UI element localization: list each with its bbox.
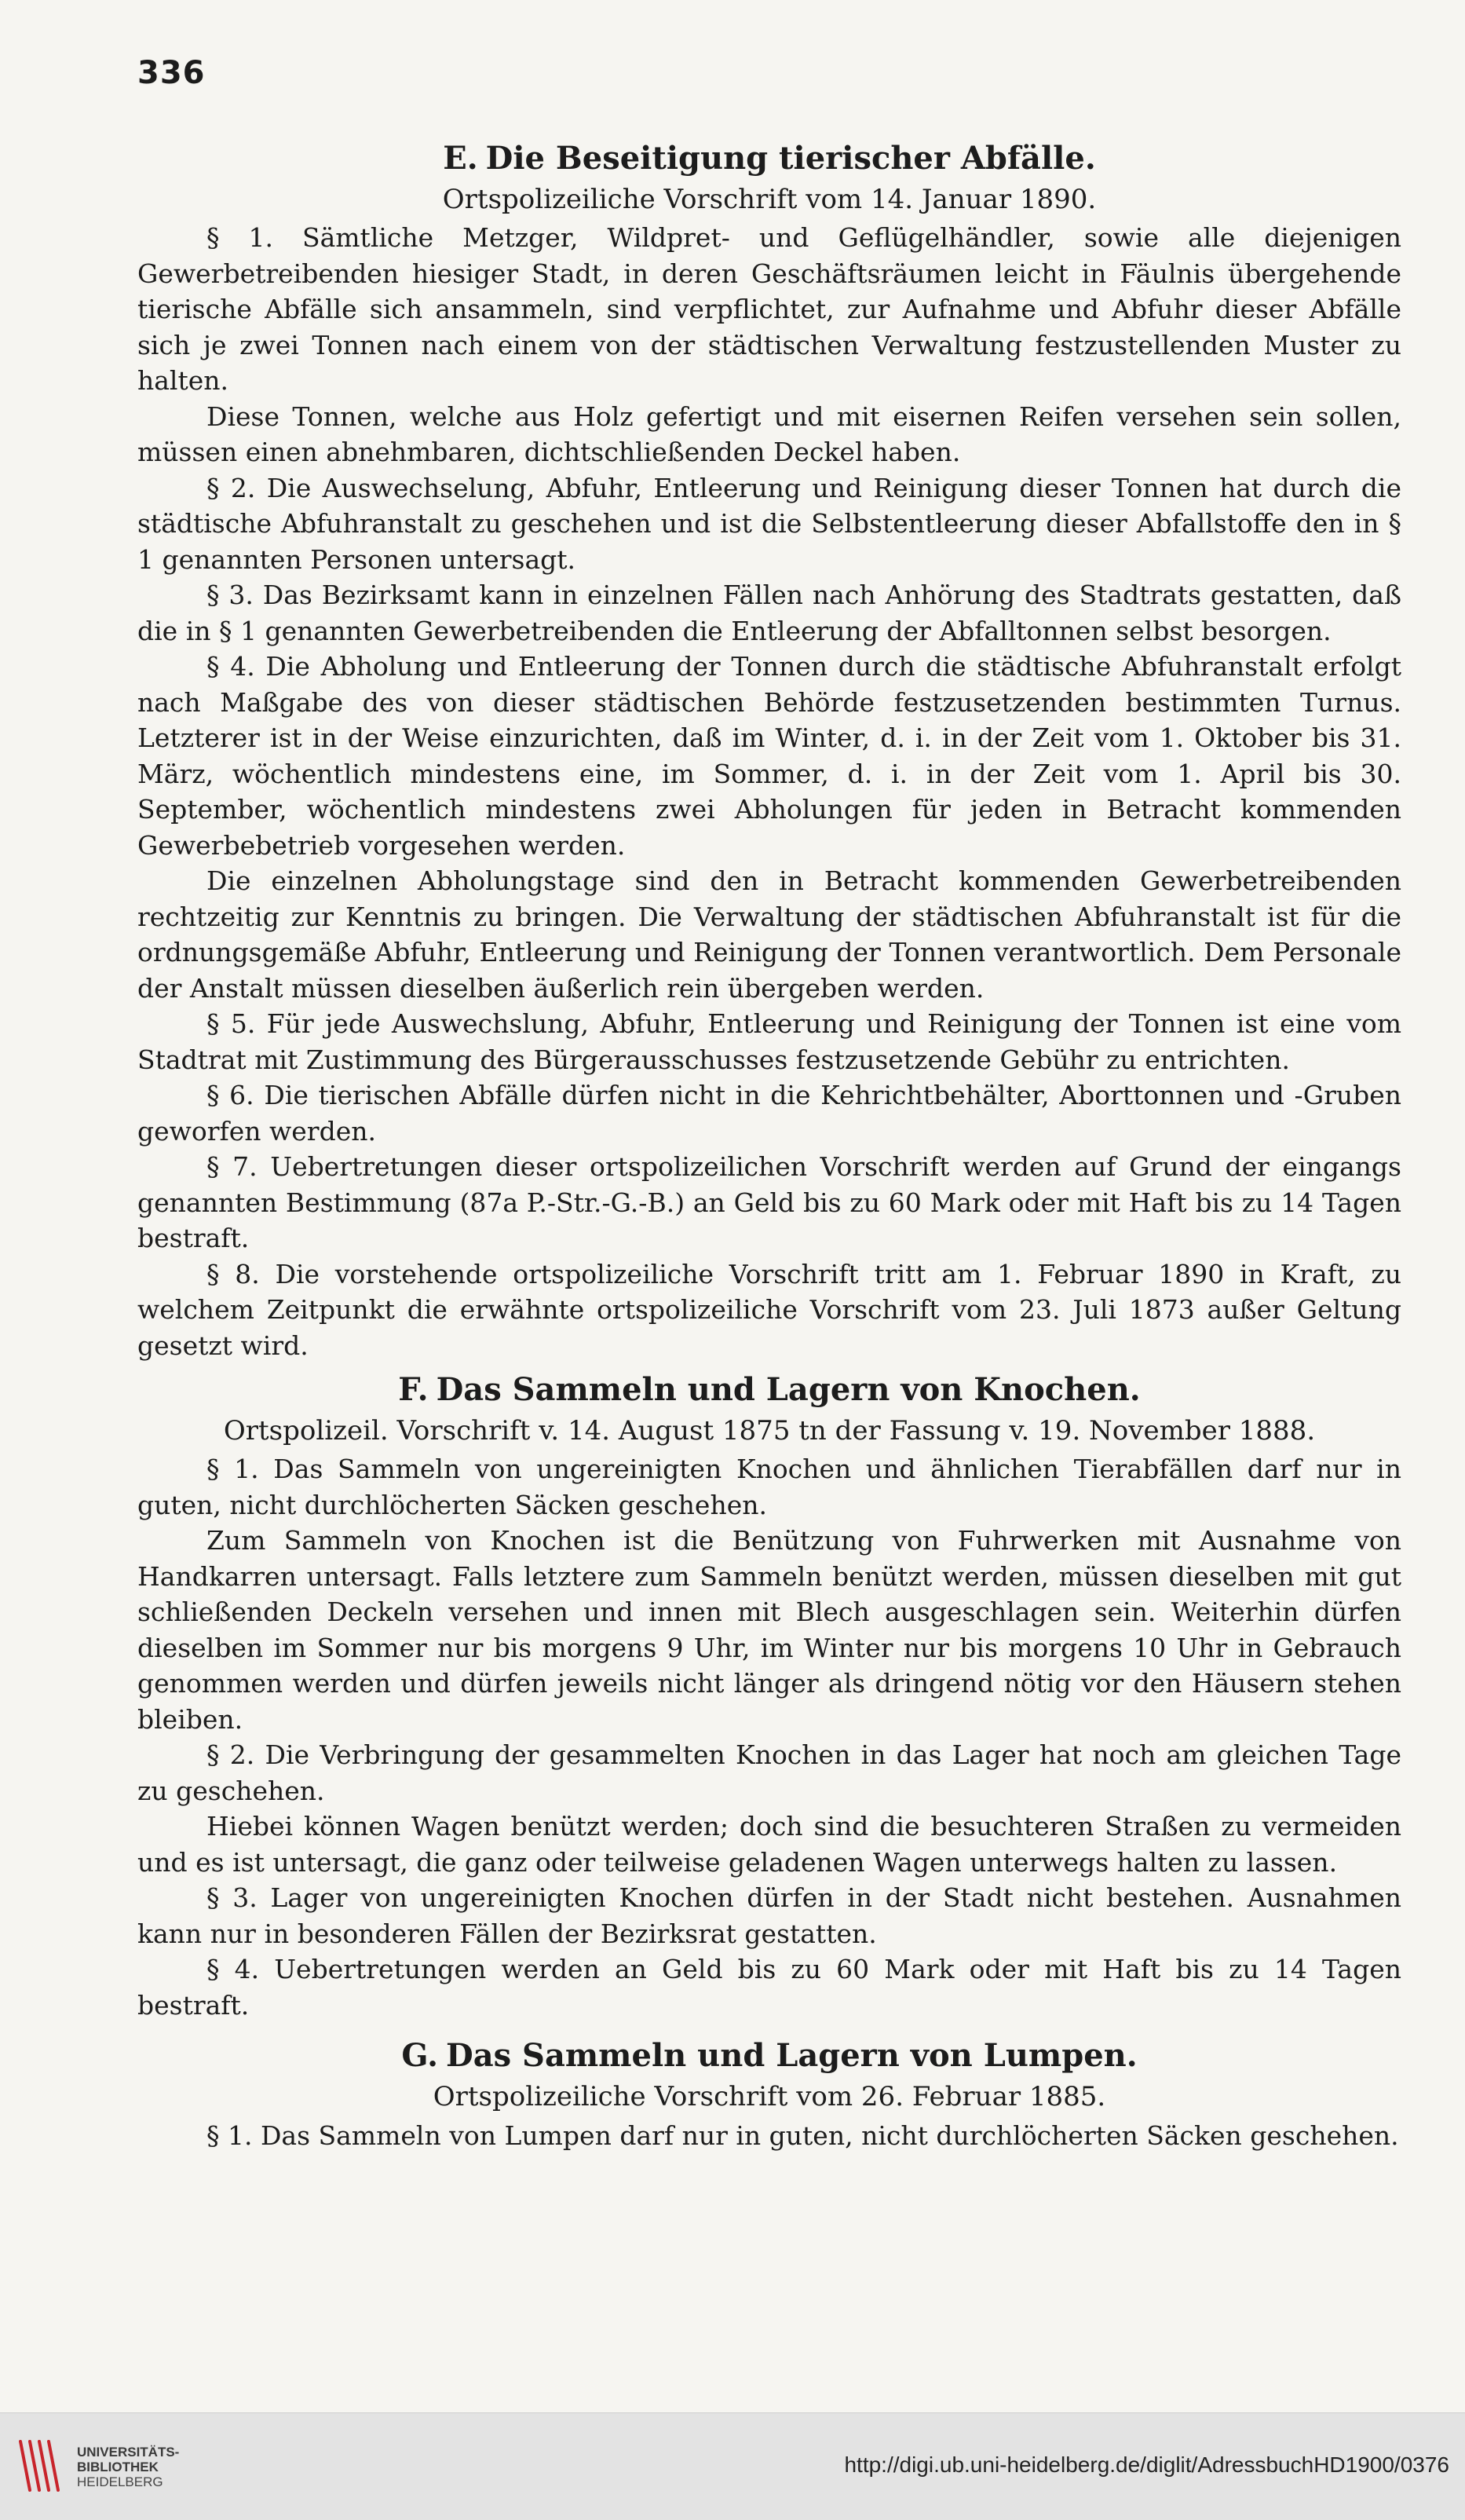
- decree-line: Ortspolizeiliche Vorschrift vom 14. Januar 1890.: [442, 184, 1097, 215]
- paragraph: Diese Tonnen, welche aus Holz gefertigt und mit eisernen Reifen versehen sein sollen, müssen einen abnehmbaren, dichtschließenden Deckel haben.: [137, 400, 1401, 468]
- decree-line: Ortspolizeiliche Vorschrift vom 26. Februar 1885.: [433, 2081, 1106, 2113]
- page-content: [137, 55, 1401, 2153]
- paragraph: Zum Sammeln von Knochen ist die Benützung von Fuhrwerken mit Ausnahme von Handkarren untersagt. Falls letztere zum Sammeln benützt werden, müssen dieselben mit gut schließenden Deckeln versehen und innen mit Blech ausgeschlagen sein. Weiterhin dürfen dieselben im Sommer nur bis morgens 9 Uhr, im Winter nur bis morgens 10 Uhr in Gebrauch genommen werden und dürfen jeweils nicht länger als dringend nötig vor den Häusern stehen bleiben.: [137, 1525, 1401, 1735]
- paragraph: § 8. Die vorstehende ortspolizeiliche Vorschrift tritt am 1. Februar 1890 in Kraft, zu welchem Zeitpunkt die erwähnte ortspolizeiliche Vorschrift vom 23. Juli 1873 außer Geltung gesetzt wird.: [137, 1258, 1401, 1361]
- section-f: [137, 1371, 1401, 2023]
- paragraph: § 2. Die Auswechselung, Abfuhr, Entleerung und Reinigung dieser Tonnen hat durch die städtische Abfuhranstalt zu geschehen und ist die Selbstentleerung dieser Abfallstoffe den in § 1 genannten Personen untersagt.: [137, 472, 1401, 575]
- paragraph: § 3. Lager von ungereinigten Knochen dürfen in der Stadt nicht bestehen. Ausnahmen kann nur in besonderen Fällen der Bezirksrat gestatten.: [137, 1882, 1401, 1949]
- section-letter: F.: [398, 1371, 429, 1409]
- section-title: Das Sammeln und Lagern von Knochen.: [436, 1371, 1141, 1409]
- paragraph: § 1. Das Sammeln von Lumpen darf nur in guten, nicht durchlöcherten Säcken geschehen.: [206, 2120, 1399, 2151]
- paragraph: § 7. Uebertretungen dieser ortspolizeilichen Vorschrift werden auf Grund der eingangs genannten Bestimmung (87a P.-Str.-G.-B.) an Geld bis zu 60 Mark oder mit Haft bis zu 14 Tagen bestraft.: [137, 1151, 1401, 1254]
- paragraph: § 6. Die tierischen Abfälle dürfen nicht in die Kehrichtbehälter, Aborttonnen und -Gruben geworfen werden.: [137, 1080, 1401, 1147]
- section-e: [137, 140, 1401, 1363]
- paragraph: § 1. Sämtliche Metzger, Wildpret- und Geflügelhändler, sowie alle diejenigen Gewerbetreibenden hiesiger Stadt, in deren Geschäftsräumen leicht in Fäulnis übergehende tierische Abfälle sich ansammeln, sind verpflichtet, zur Aufnahme und Abfuhr dieser Abfälle sich je zwei Tonnen nach einem von der städtischen Verwaltung festzustellenden Muster zu halten.: [137, 222, 1401, 397]
- section-heading-e: [137, 140, 1401, 177]
- library-name-line: HEIDELBERG: [77, 2474, 163, 2489]
- paragraph: § 5. Für jede Auswechslung, Abfuhr, Entleerung und Reinigung der Tonnen ist eine vom Stadtrat mit Zustimmung des Bürgerausschusses festzusetzende Gebühr zu entrichten.: [137, 1008, 1401, 1075]
- paragraph: Hiebei können Wagen benützt werden; doch sind die besuchteren Straßen zu vermeiden und es ist untersagt, die ganz oder teilweise geladenen Wagen unterwegs halten zu lassen.: [137, 1811, 1401, 1878]
- section-heading-g: [137, 2037, 1401, 2075]
- section-title: Das Sammeln und Lagern von Lumpen.: [446, 2037, 1138, 2075]
- paragraph: § 2. Die Verbringung der gesammelten Knochen in das Lager hat noch am gleichen Tage zu geschehen.: [137, 1739, 1401, 1806]
- library-name: [77, 2445, 179, 2489]
- paragraph: Die einzelnen Abholungstage sind den in Betracht kommenden Gewerbetreibenden rechtzeitig zur Kenntnis zu bringen. Die Verwaltung der städtischen Abfuhranstalt ist für die ordnungsgemäße Abfuhr, Entleerung und Reinigung der Tonnen verantwortlich. Dem Personale der Anstalt müssen dieselben äußerlich rein übergeben werden.: [137, 865, 1401, 1004]
- section-letter: E.: [443, 140, 478, 177]
- paragraph: § 4. Uebertretungen werden an Geld bis zu 60 Mark oder mit Haft bis zu 14 Tagen bestraft.: [137, 1954, 1401, 2021]
- section-g: [137, 2037, 1401, 2153]
- section-title: Die Beseitigung tierischer Abfälle.: [485, 140, 1096, 177]
- library-name-line: BIBLIOTHEK: [77, 2460, 159, 2474]
- decree-line: Ortspolizeil. Vorschrift v. 14. August 1875 tn der Fassung v. 19. November 1888.: [223, 1415, 1316, 1447]
- paragraph: § 3. Das Bezirksamt kann in einzelnen Fällen nach Anhörung des Stadtrats gestatten, daß die in § 1 genannten Gewerbetreibenden die Entleerung der Abfalltonnen selbst besorgen.: [137, 580, 1401, 646]
- section-heading-f: [137, 1371, 1401, 1409]
- section-letter: G.: [401, 2037, 438, 2075]
- viewer-footer: [0, 2412, 1465, 2520]
- permalink-url[interactable]: http://digi.ub.uni-heidelberg.de/diglit/AdressbuchHD1900/0376: [844, 2452, 1449, 2477]
- paragraph: § 4. Die Abholung und Entleerung der Tonnen durch die städtische Abfuhranstalt erfolgt nach Maßgabe des von dieser städtischen Behörde festzusetzenden bestimmten Turnus. Letzterer ist in der Weise einzurichten, daß im Winter, d. i. in der Zeit vom 1. Oktober bis 31. März, wöchentlich mindestens eine, im Sommer, d. i. in der Zeit vom 1. April bis 30. September, wöchentlich mindestens zwei Abholungen für jeden in Betracht kommenden Gewerbebetrieb vorgesehen werden.: [137, 651, 1401, 861]
- paragraph: § 1. Das Sammeln von ungereinigten Knochen und ähnlichen Tierabfällen darf nur in guten, nicht durchlöcherten Säcken geschehen.: [137, 1454, 1401, 1520]
- university-library-logo-icon: [14, 2434, 63, 2498]
- library-name-line: UNIVERSITÄTS-: [77, 2445, 180, 2460]
- page-number: 336: [137, 55, 206, 91]
